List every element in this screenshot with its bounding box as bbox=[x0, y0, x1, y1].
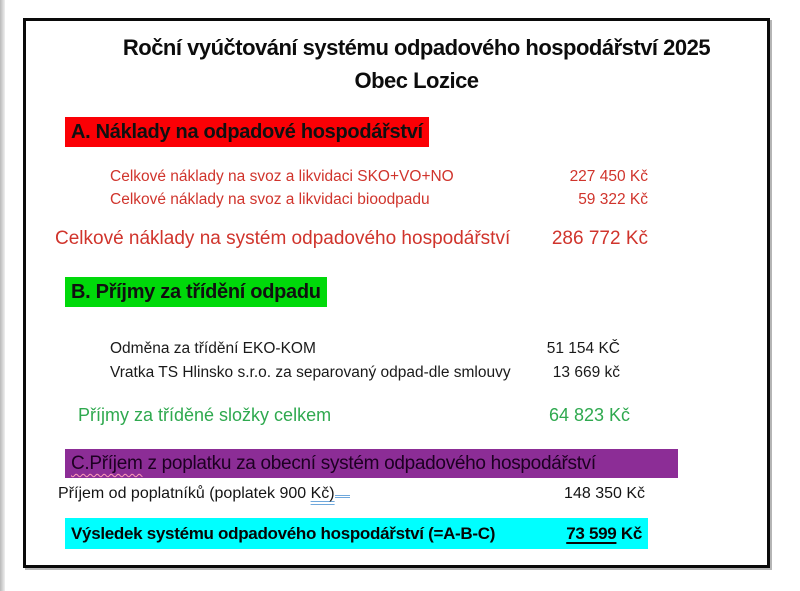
row-value: 51 154 KČ bbox=[546, 340, 620, 357]
section-a-total-row bbox=[55, 226, 648, 252]
total-label: Celkové náklady na systém odpadového hospodářství bbox=[55, 228, 511, 249]
fee-income-row bbox=[58, 483, 645, 505]
row-label bbox=[58, 483, 350, 505]
expense-row bbox=[110, 189, 648, 211]
row-value: 59 322 Kč bbox=[578, 191, 648, 208]
result-value bbox=[566, 518, 642, 549]
total-label: Příjmy za tříděné složky celkem bbox=[78, 405, 332, 425]
expense-row bbox=[110, 166, 648, 188]
spellcheck-wavy-underline: C.Příjem bbox=[71, 453, 143, 474]
result-bar bbox=[65, 518, 648, 549]
section-c-heading bbox=[65, 449, 678, 478]
total-value: 286 772 Kč bbox=[551, 228, 648, 249]
income-row bbox=[110, 362, 620, 384]
row-label: Celkové náklady na svoz a likvidaci SKO+VO+NO bbox=[110, 168, 454, 185]
section-b-heading: B. Příjmy za třídění odpadu bbox=[65, 277, 327, 307]
window-edge bbox=[0, 0, 5, 591]
row-label: Odměna za třídění EKO-KOM bbox=[110, 340, 316, 357]
result-label: Výsledek systému odpadového hospodářství (=A-B-C) bbox=[71, 524, 496, 543]
row-label: Vratka TS Hlinsko s.r.o. za separovaný odpad-dle smlouvy bbox=[110, 364, 511, 381]
row-value: 227 450 Kč bbox=[569, 168, 648, 185]
section-a-heading: A. Náklady na odpadové hospodářství bbox=[65, 117, 429, 147]
title-line-1: Roční vyúčtování systému odpadového hospodářství 2025 bbox=[122, 35, 711, 60]
result-currency: Kč bbox=[616, 524, 642, 543]
total-value: 64 823 Kč bbox=[548, 405, 630, 425]
result-amount-underlined: 73 599 bbox=[566, 524, 617, 543]
income-row bbox=[110, 338, 620, 360]
document-frame bbox=[23, 18, 770, 568]
row-value: 13 669 kč bbox=[552, 364, 620, 381]
row-value: 148 350 Kč bbox=[564, 485, 645, 502]
title-line-2: Obec Lozice bbox=[354, 68, 479, 93]
document-title bbox=[72, 31, 761, 97]
row-label: Celkové náklady na svoz a likvidaci bioodpadu bbox=[110, 191, 430, 208]
grammar-double-underline: Kč) bbox=[310, 485, 335, 502]
section-c-heading-text: z poplatku za obecní systém odpadového hospodářství bbox=[142, 453, 596, 474]
row-label-text: Příjem od poplatníků (poplatek 900 bbox=[58, 485, 311, 502]
grammar-underline-extension bbox=[335, 483, 350, 498]
section-b-total-row bbox=[78, 403, 630, 428]
